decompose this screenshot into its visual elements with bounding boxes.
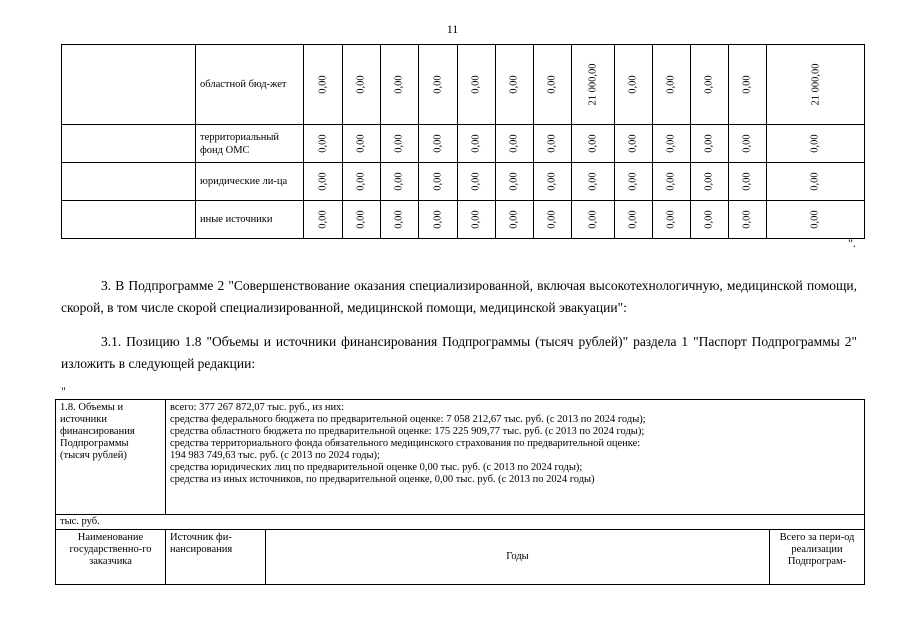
lower-table-header — [55, 529, 865, 585]
year-value: 0,00 — [628, 210, 639, 229]
year-value-cell — [729, 201, 767, 239]
year-value: 0,00 — [471, 134, 482, 153]
year-value: 0,00 — [394, 75, 405, 94]
header-customer: Наименование государственно-го заказчика — [56, 530, 166, 584]
year-value-cell — [691, 45, 729, 125]
table-row — [62, 45, 865, 125]
customer-cell — [62, 45, 196, 125]
year-value-cell — [572, 45, 615, 125]
year-value-cell — [343, 45, 381, 125]
year-value-cell — [458, 163, 496, 201]
year-value-cell — [653, 163, 691, 201]
year-value-cell — [729, 125, 767, 163]
year-value: 0,00 — [547, 134, 558, 153]
passport-label: 1.8. Объемы и источники финансирования Подпрограммы (тысяч рублей) — [56, 400, 166, 514]
year-value-cell — [572, 125, 615, 163]
year-value-cell — [419, 163, 458, 201]
year-value-cell — [458, 201, 496, 239]
year-value-cell — [381, 125, 419, 163]
year-value-cell — [458, 125, 496, 163]
year-value-cell — [381, 163, 419, 201]
year-value-cell — [653, 125, 691, 163]
total-value: 21 000,00 — [810, 63, 821, 106]
year-value: 0,00 — [704, 210, 715, 229]
total-value: 0,00 — [810, 210, 821, 229]
year-value-cell — [534, 201, 572, 239]
year-value-cell — [419, 201, 458, 239]
year-value-cell — [496, 125, 534, 163]
year-value: 0,00 — [432, 172, 444, 191]
year-value-cell — [691, 201, 729, 239]
year-value-cell — [343, 201, 381, 239]
year-value: 21 000,00 — [587, 63, 599, 106]
year-value: 0,00 — [666, 75, 677, 94]
year-value: 0,00 — [666, 172, 677, 191]
year-value-cell — [572, 201, 615, 239]
source-label: иные источники — [196, 201, 304, 239]
total-cell — [767, 45, 865, 125]
year-value-cell — [496, 163, 534, 201]
year-value-cell — [691, 163, 729, 201]
year-value: 0,00 — [432, 210, 444, 229]
year-value-cell — [419, 45, 458, 125]
year-value: 0,00 — [742, 134, 753, 153]
year-value-cell — [304, 163, 343, 201]
year-value: 0,00 — [509, 75, 520, 94]
opening-quote: " — [61, 384, 66, 398]
year-value-cell — [534, 125, 572, 163]
table-row — [62, 163, 865, 201]
year-value: 0,00 — [628, 172, 639, 191]
year-value: 0,00 — [666, 134, 677, 153]
year-value-cell — [343, 125, 381, 163]
year-value-cell — [343, 163, 381, 201]
year-value-cell — [653, 201, 691, 239]
total-value: 0,00 — [810, 134, 821, 153]
year-value: 0,00 — [394, 134, 405, 153]
source-label: юридические ли-ца — [196, 163, 304, 201]
year-value: 0,00 — [628, 75, 639, 94]
year-value: 0,00 — [317, 134, 329, 153]
customer-cell — [62, 125, 196, 163]
year-value: 0,00 — [317, 210, 329, 229]
year-value-cell — [419, 125, 458, 163]
passport-content — [170, 402, 860, 486]
year-value: 0,00 — [356, 172, 367, 191]
year-value: 0,00 — [587, 210, 599, 229]
year-value: 0,00 — [587, 134, 599, 153]
year-value-cell — [496, 45, 534, 125]
total-cell — [767, 163, 865, 201]
year-value: 0,00 — [471, 210, 482, 229]
year-value: 0,00 — [547, 210, 558, 229]
table-row — [62, 201, 865, 239]
year-value: 0,00 — [742, 210, 753, 229]
year-value-cell — [615, 125, 653, 163]
year-value: 0,00 — [317, 172, 329, 191]
year-value: 0,00 — [587, 172, 599, 191]
year-value: 0,00 — [394, 210, 405, 229]
paragraph-3-1: 3.1. Позицию 1.8 "Объемы и источники финансирования Подпрограммы (тысяч рублей)" раздела 1 "Паспорт Подпрограммы 2" изложить в следующей редакции: — [61, 334, 857, 371]
total-cell — [767, 125, 865, 163]
year-value: 0,00 — [356, 75, 367, 94]
year-value: 0,00 — [432, 75, 444, 94]
passport-block — [55, 399, 865, 515]
year-value-cell — [304, 45, 343, 125]
passport-line: 194 983 749,63 тыс. руб. (с 2013 по 2024 годы); — [170, 450, 380, 461]
header-years: Годы — [266, 530, 770, 584]
customer-cell — [62, 163, 196, 201]
year-value-cell — [572, 163, 615, 201]
total-value: 0,00 — [810, 172, 821, 191]
passport-line: средства из иных источников, по предварительной оценке, 0,00 тыс. руб. (с 2013 по 2024 годы) — [170, 474, 595, 485]
year-value-cell — [615, 45, 653, 125]
header-total: Всего за пери-од реализации Подпрограм- — [779, 532, 855, 567]
source-label: территориальный фонд ОМС — [196, 125, 304, 163]
year-value-cell — [381, 45, 419, 125]
year-value: 0,00 — [704, 134, 715, 153]
customer-cell — [62, 201, 196, 239]
year-value-cell — [729, 163, 767, 201]
year-value-cell — [304, 125, 343, 163]
table-row — [62, 125, 865, 163]
year-value: 0,00 — [317, 75, 329, 94]
year-value-cell — [304, 201, 343, 239]
passport-line: средства федерального бюджета по предварительной оценке: 7 058 212,67 тыс. руб. (с 2013 по 2024 годы); — [170, 414, 646, 425]
total-cell — [767, 201, 865, 239]
year-value-cell — [534, 163, 572, 201]
year-value: 0,00 — [742, 75, 753, 94]
year-value: 0,00 — [356, 210, 367, 229]
year-value-cell — [534, 45, 572, 125]
year-value: 0,00 — [509, 134, 520, 153]
units-label: тыс. руб. — [55, 515, 865, 529]
closing-quote: ". — [848, 236, 856, 250]
header-source: Источник фи-нансирования — [166, 530, 266, 584]
year-value: 0,00 — [394, 172, 405, 191]
year-value-cell — [458, 45, 496, 125]
year-value: 0,00 — [704, 172, 715, 191]
year-value: 0,00 — [628, 134, 639, 153]
year-value: 0,00 — [509, 172, 520, 191]
year-value: 0,00 — [509, 210, 520, 229]
year-value: 0,00 — [432, 134, 444, 153]
year-value: 0,00 — [547, 75, 558, 94]
year-value-cell — [653, 45, 691, 125]
year-value: 0,00 — [471, 172, 482, 191]
year-value: 0,00 — [704, 75, 715, 94]
paragraph-3: 3. В Подпрограмме 2 "Совершенствование оказания специализированной, включая высокотехнологичную, медицинской помощи, скорой, в том числе скорой специализированной, медицинской помощи, медицинской эвакуации": — [61, 278, 857, 315]
year-value: 0,00 — [471, 75, 482, 94]
year-value-cell — [381, 201, 419, 239]
page-number: 11 — [446, 22, 459, 36]
source-label: областной бюд-жет — [196, 45, 304, 125]
year-value: 0,00 — [742, 172, 753, 191]
passport-line: средства территориального фонда обязательного медицинского страхования по предварительной оценке: — [170, 438, 641, 449]
year-value-cell — [691, 125, 729, 163]
year-value-cell — [615, 201, 653, 239]
passport-line: всего: 377 267 872,07 тыс. руб., из них: — [170, 402, 345, 413]
passport-line: средства областного бюджета по предварительной оценке: 175 225 909,77 тыс. руб. (с 2013 по 2024 годы); — [170, 426, 645, 437]
year-value-cell — [496, 201, 534, 239]
financing-table — [61, 44, 865, 239]
year-value-cell — [615, 163, 653, 201]
year-value-cell — [729, 45, 767, 125]
passport-line: средства юридических лиц по предварительной оценке 0,00 тыс. руб. (с 2013 по 2024 годы); — [170, 462, 583, 473]
year-value: 0,00 — [666, 210, 677, 229]
year-value: 0,00 — [356, 134, 367, 153]
year-value: 0,00 — [547, 172, 558, 191]
